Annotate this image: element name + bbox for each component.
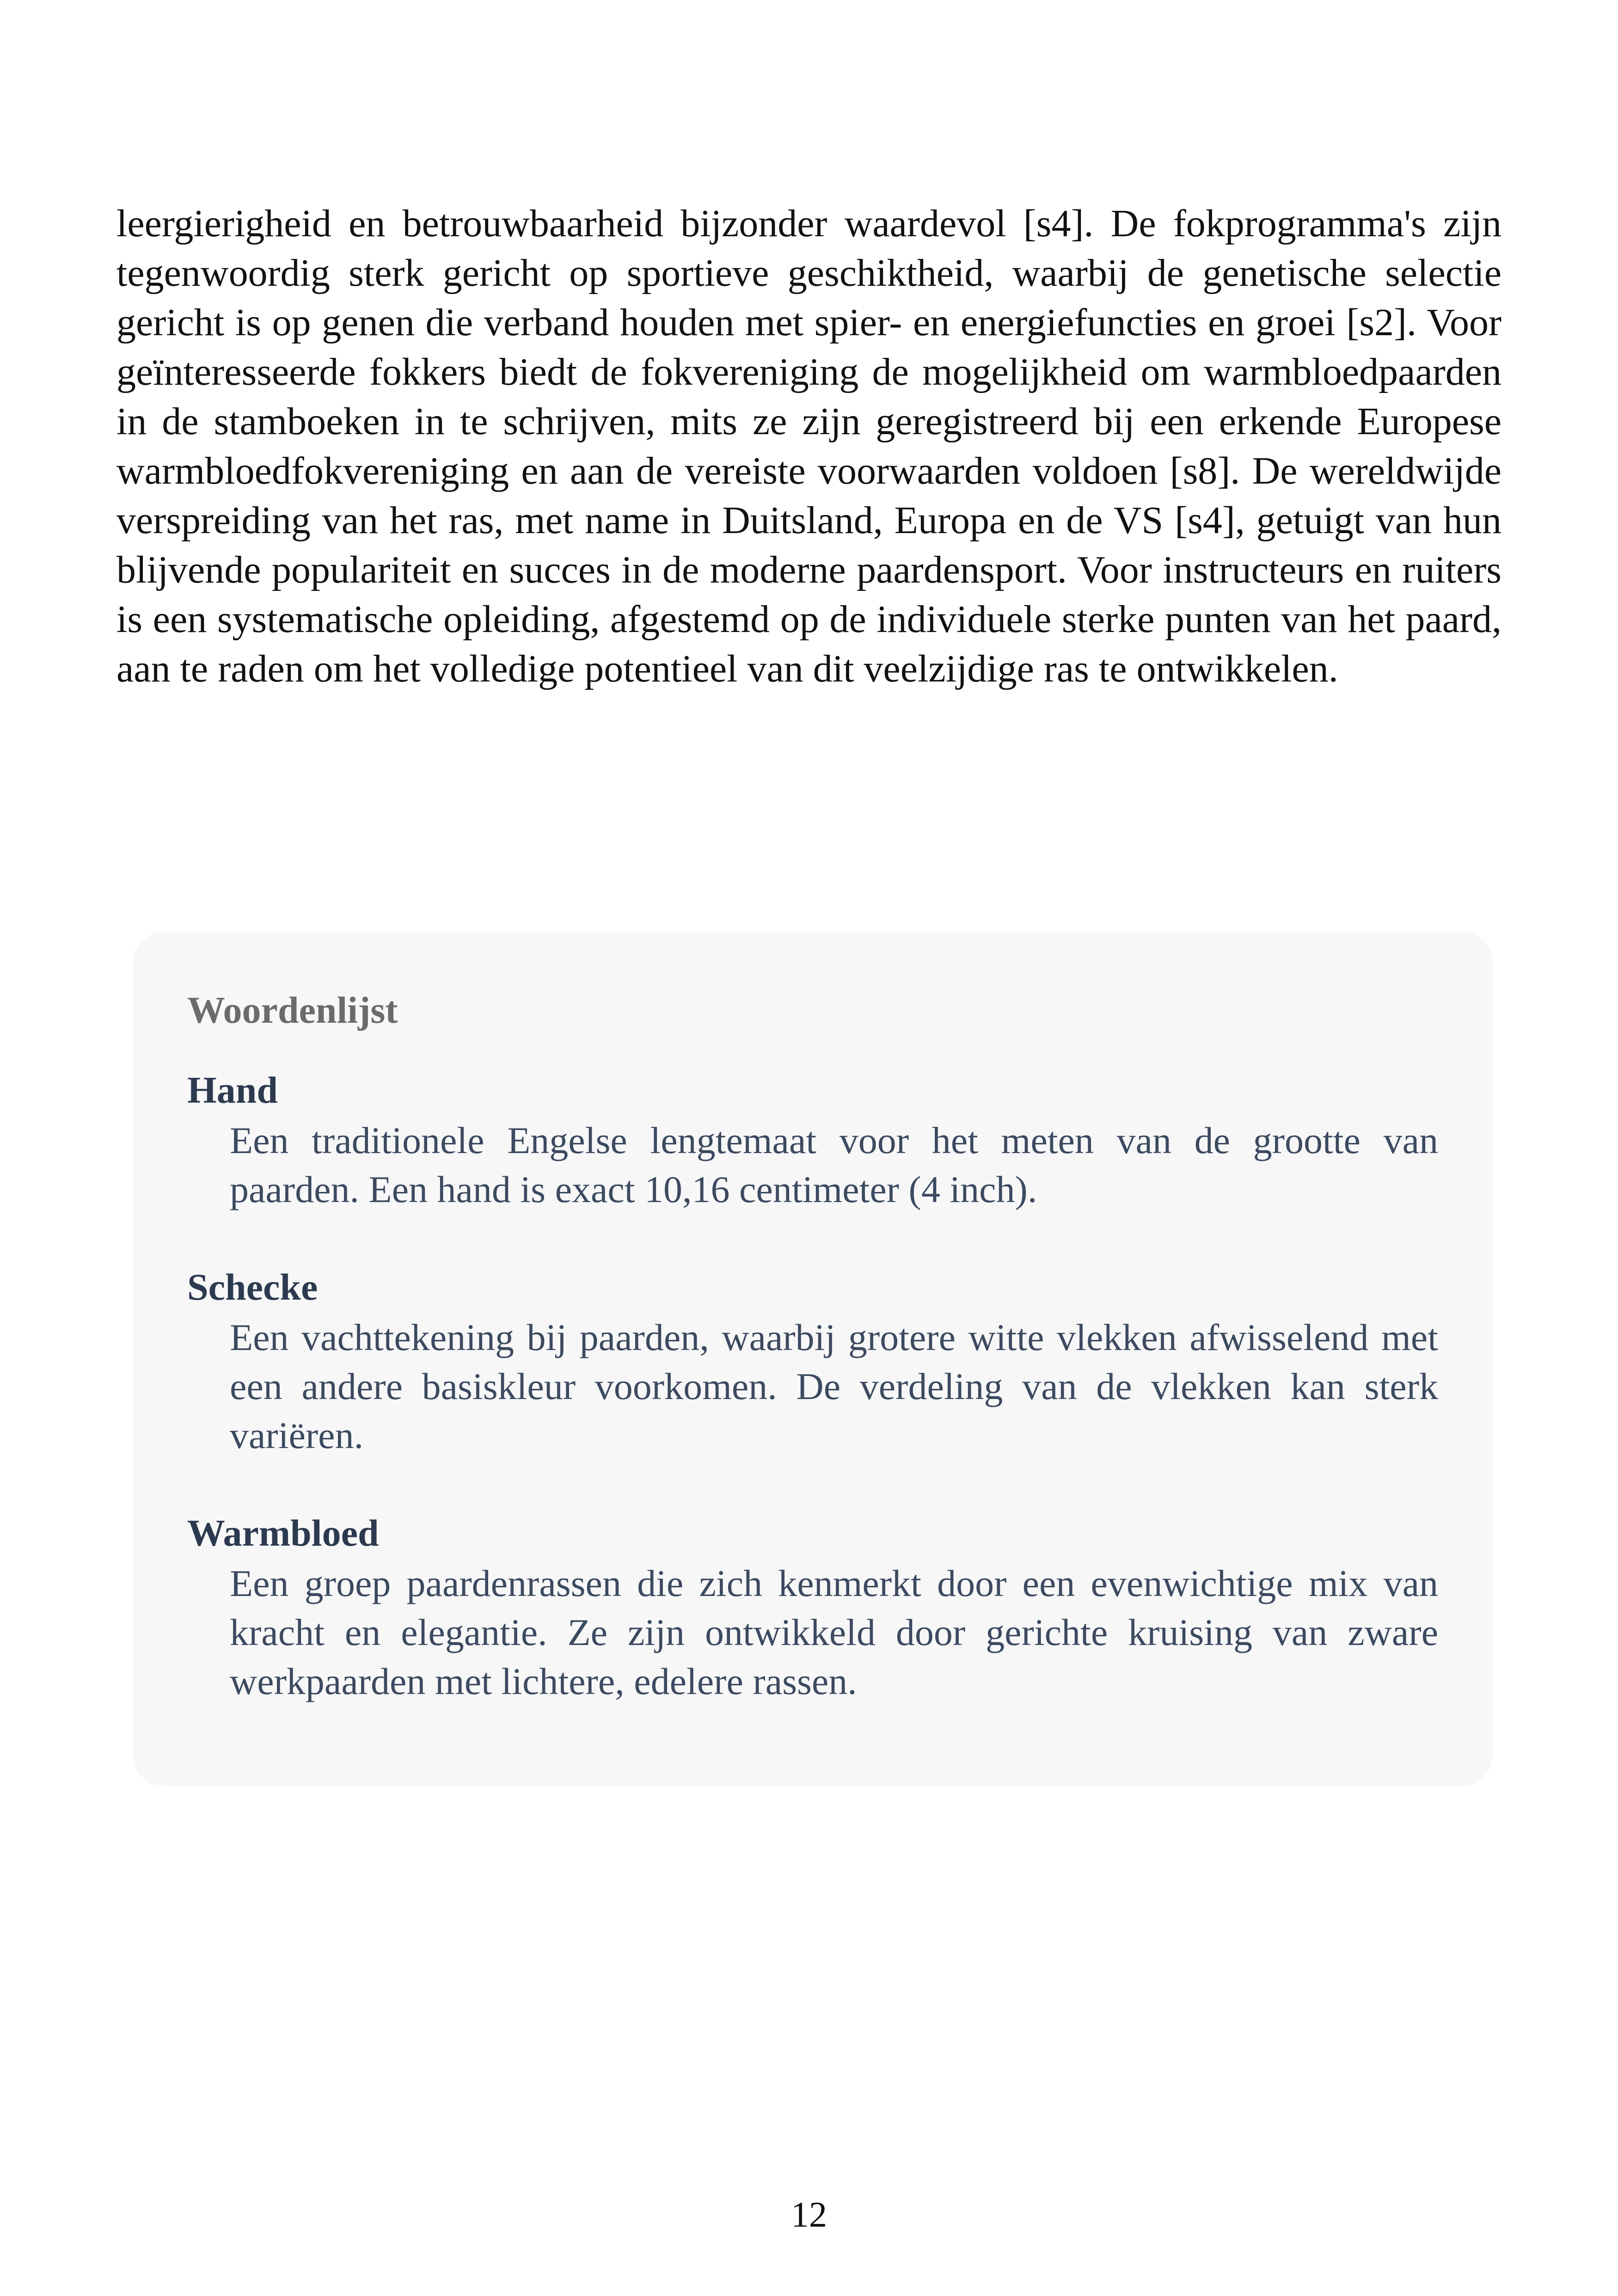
glossary-definition: Een groep paardenrassen die zich kenmerkt door een evenwichtige mix van kracht en elegantie. Ze zijn ontwikkeld door gerichte kruising van zware werkpaarden met lichtere, edelere rassen.	[230, 1562, 1438, 1702]
glossary-entry-schecke	[187, 1265, 1438, 1460]
glossary-term: Hand	[187, 1069, 278, 1111]
glossary-definition: Een vachttekening bij paarden, waarbij grotere witte vlekken afwisselend met een andere basiskleur voorkomen. De verdeling van de vlekken kan sterk variëren.	[230, 1316, 1438, 1456]
page-number: 12	[791, 2194, 827, 2235]
glossary-entry-warmbloed	[187, 1511, 1438, 1706]
glossary-definition: Een traditionele Engelse lengtemaat voor het meten van de grootte van paarden. Een hand is exact 10,16 centimeter (4 inch).	[230, 1119, 1438, 1210]
glossary-title: Woordenlijst	[187, 989, 398, 1031]
glossary-box	[133, 932, 1493, 1786]
glossary-term: Warmbloed	[187, 1512, 379, 1554]
body-paragraph: leergierigheid en betrouwbaarheid bijzonder waardevol [s4]. De fokprogramma's zijn tegenwoordig sterk gericht op sportieve geschiktheid, waarbij de genetische selectie gericht is op genen die verband houden met spier- en energiefuncties en groei [s2]. Voor geïnteresseerde fokkers biedt de fokvereniging de mogelijkheid om warmbloedpaarden in de stamboeken in te schrijven, mits ze zijn geregistreerd bij een erkende Europese warmbloedfokvereniging en aan de vereiste voorwaarden voldoen [s8]. De wereldwijde verspreiding van het ras, met name in Duitsland, Europa en de VS [s4], getuigt van hun blijvende populariteit en succes in de moderne paardensport. Voor instructeurs en ruiters is een systematische opleiding, afgestemd op de individuele sterke punten van het paard, aan te raden om het volledige potentieel van dit veelzijdige ras te ontwikkelen.	[116, 202, 1502, 690]
glossary-list	[187, 1068, 1438, 1757]
glossary-entry-hand	[187, 1068, 1438, 1214]
glossary-term: Schecke	[187, 1266, 318, 1308]
